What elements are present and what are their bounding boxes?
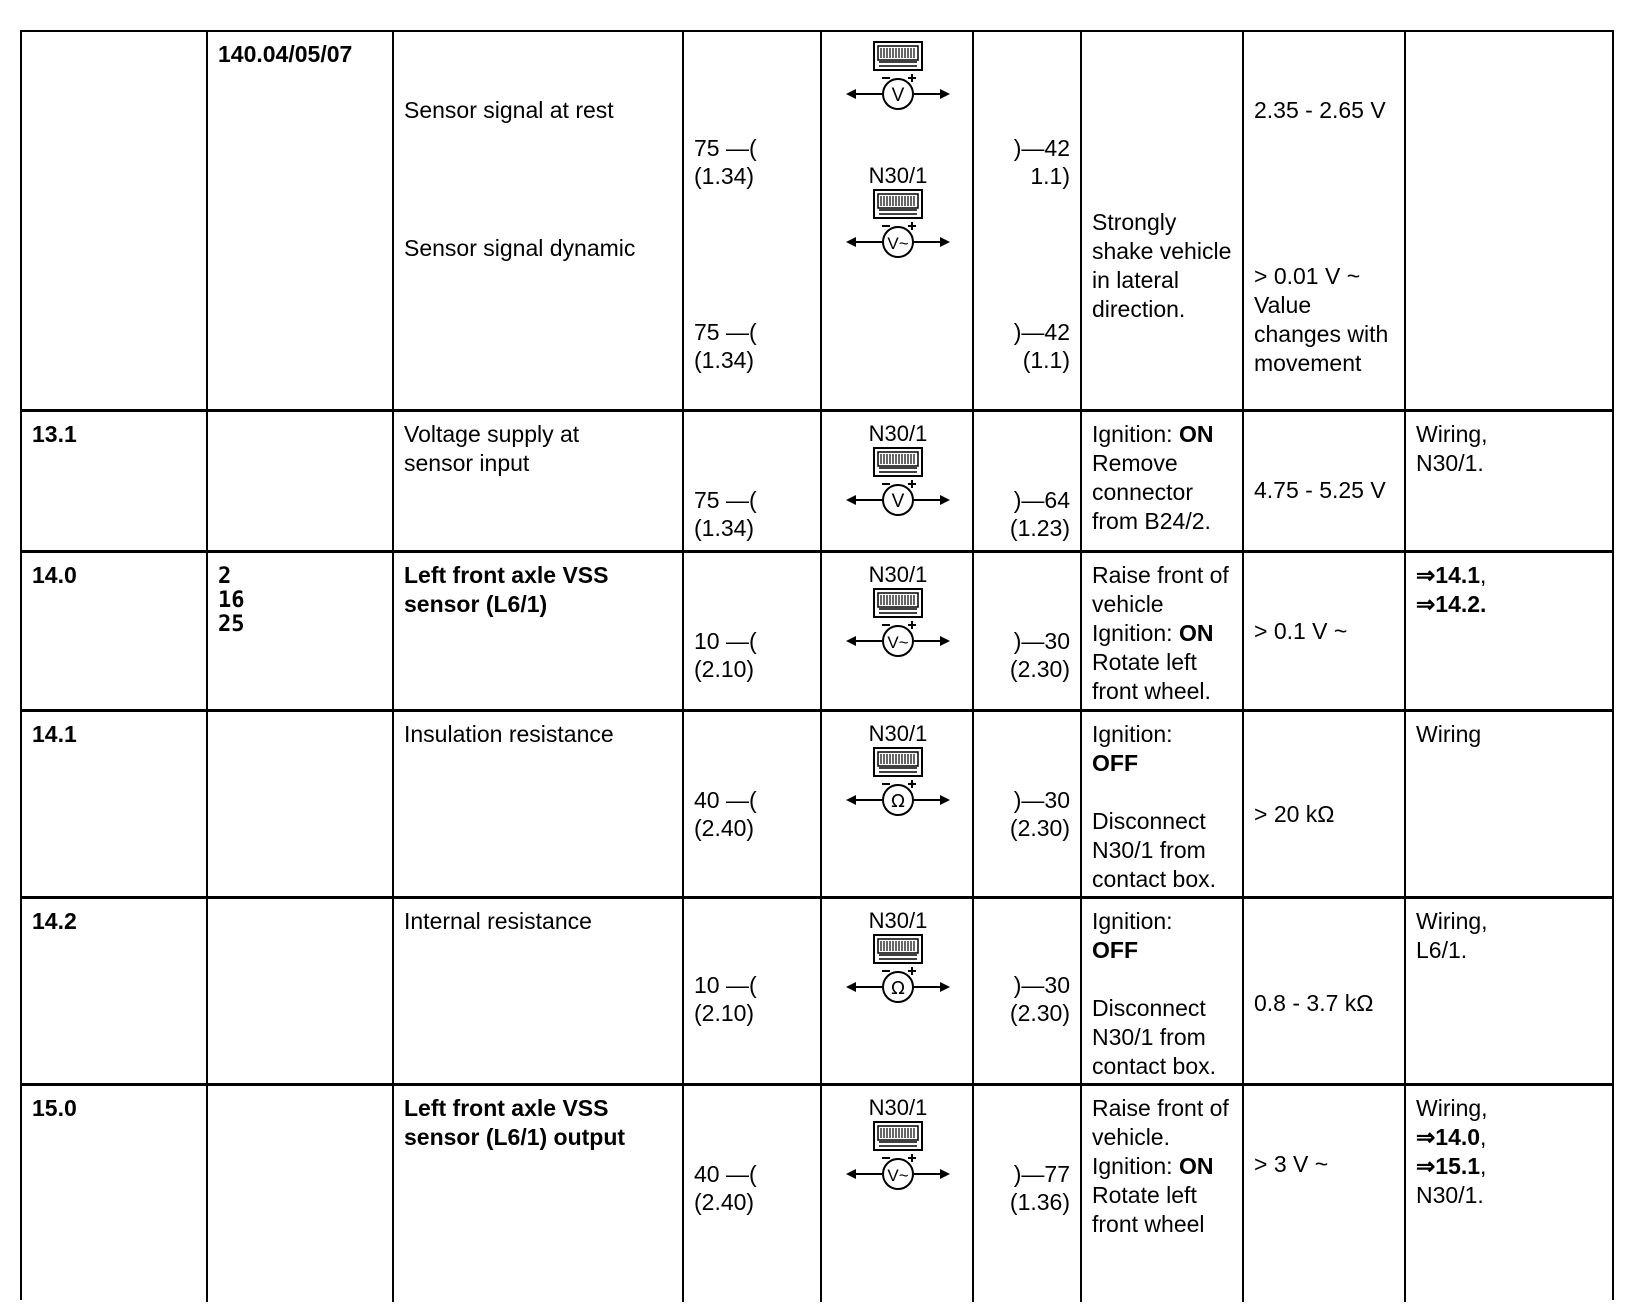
test-step-cell <box>22 32 208 409</box>
remedy-text: ⇒14.1, ⇒14.2. <box>1416 562 1487 617</box>
pin-right-cell <box>974 412 1082 550</box>
table-row <box>22 899 1612 1086</box>
meter-cell <box>822 712 974 896</box>
value-cell <box>1244 1086 1406 1302</box>
lcd-line: 2 <box>218 564 232 589</box>
pin-left: 75 —( <box>694 319 757 345</box>
pin-left-cell <box>684 1086 822 1302</box>
test-label: Internal resistance <box>404 908 592 934</box>
remedy-link[interactable]: ⇒14.1 <box>1416 562 1481 588</box>
pin-left-sub: (1.34) <box>694 515 755 541</box>
table-row <box>22 1086 1612 1302</box>
remedy-text: Wiring, ⇒14.0, ⇒15.1, N30/1. <box>1416 1095 1488 1208</box>
value-rest: 2.35 - 2.65 V <box>1254 97 1386 123</box>
test-step: 13.1 <box>32 421 77 447</box>
test-label: Voltage supply at sensor input <box>404 421 580 476</box>
pin-right: )—64 <box>1013 487 1070 513</box>
svg-text:V~: V~ <box>887 234 909 253</box>
meter-cell <box>822 412 974 550</box>
condition-cell <box>1082 1086 1244 1302</box>
code-cell <box>208 32 394 409</box>
pin-left-cell <box>684 32 822 409</box>
description-cell <box>394 32 684 409</box>
ohmmeter-icon <box>842 933 954 1009</box>
pin-left-sub: (1.34) <box>694 163 755 189</box>
condition-cell <box>1082 32 1244 409</box>
meter-label: N30/1 <box>868 908 928 933</box>
pin-left: 40 —( <box>694 1161 757 1187</box>
description-cell <box>394 899 684 1083</box>
pin-right-sub: (1.23) <box>1009 515 1070 541</box>
meter-cell <box>822 1086 974 1302</box>
diagnostic-table <box>20 30 1614 1300</box>
remedy-link[interactable]: ⇒15.1 <box>1416 1153 1481 1179</box>
value-text: > 0.1 V ~ <box>1254 618 1348 644</box>
ac-voltmeter-icon <box>842 587 954 663</box>
value-cell <box>1244 412 1406 550</box>
meter-label: N30/1 <box>868 421 928 446</box>
pin-right-cell <box>974 899 1082 1083</box>
meter-cell <box>822 553 974 709</box>
code-cell <box>208 412 394 550</box>
table-row <box>22 712 1612 899</box>
value-text: > 3 V ~ <box>1254 1151 1329 1177</box>
pin-right-cell <box>974 553 1082 709</box>
test-step-cell <box>22 1086 208 1302</box>
condition-text: Strongly shake vehicle in lateral direction. <box>1092 209 1232 322</box>
description-cell <box>394 553 684 709</box>
svg-text:Ω: Ω <box>891 978 905 999</box>
value-text: 0.8 - 3.7 kΩ <box>1254 990 1374 1016</box>
test-step-cell <box>22 712 208 896</box>
value-dynamic: > 0.01 V ~ Value changes with movement <box>1254 263 1389 376</box>
condition-text: Raise front of vehicle. Ignition: ON Rotate left front wheel <box>1092 1095 1229 1237</box>
test-step-cell <box>22 899 208 1083</box>
pin-left-sub: (1.34) <box>694 347 755 373</box>
test-step: 14.1 <box>32 721 77 747</box>
pin-right: )—42 <box>1013 319 1070 345</box>
pin-left: 10 —( <box>694 628 757 654</box>
pin-right-sub: 1.1) <box>1030 163 1070 189</box>
pin-right-sub: (2.30) <box>1009 656 1070 682</box>
remedy-cell <box>1406 32 1612 409</box>
value-text: > 20 kΩ <box>1254 801 1335 827</box>
pin-right-sub: (1.36) <box>1009 1189 1070 1215</box>
pin-left: 40 —( <box>694 787 757 813</box>
condition-cell <box>1082 553 1244 709</box>
pin-right: )—30 <box>1013 787 1070 813</box>
ac-voltmeter-icon <box>842 1120 954 1196</box>
test-step-cell <box>22 553 208 709</box>
pin-left-sub: (2.10) <box>694 656 755 682</box>
table-row <box>22 32 1612 412</box>
condition-cell <box>1082 412 1244 550</box>
table-row <box>22 553 1612 712</box>
meter-label: N30/1 <box>868 1095 928 1120</box>
pin-left: 10 —( <box>694 972 757 998</box>
meter-cell <box>822 899 974 1083</box>
condition-text: Ignition: OFF Disconnect N30/1 from contact box. <box>1092 908 1217 1079</box>
remedy-cell <box>1406 712 1612 896</box>
pin-left-cell <box>684 712 822 896</box>
remedy-cell <box>1406 553 1612 709</box>
meter-cell <box>822 32 974 409</box>
meter-label: N30/1 <box>868 562 928 587</box>
pin-right-cell <box>974 1086 1082 1302</box>
svg-text:V~: V~ <box>887 633 909 652</box>
remedy-cell <box>1406 1086 1612 1302</box>
lcd-digits <box>218 565 245 637</box>
value-cell <box>1244 899 1406 1083</box>
ohmmeter-icon <box>842 746 954 822</box>
voltmeter-icon <box>842 446 954 522</box>
condition-text: Raise front of vehicle Ignition: ON Rotate left front wheel. <box>1092 562 1229 704</box>
pin-right-cell <box>974 32 1082 409</box>
value-cell <box>1244 32 1406 409</box>
pin-right: )—30 <box>1013 628 1070 654</box>
code-cell <box>208 553 394 709</box>
remedy-cell <box>1406 412 1612 550</box>
meter-label: N30/1 <box>868 721 928 746</box>
test-label: Insulation resistance <box>404 721 614 747</box>
lcd-line: 25 <box>218 612 245 637</box>
pin-right: )—77 <box>1013 1161 1070 1187</box>
condition-text: Ignition: OFF Disconnect N30/1 from contact box. <box>1092 721 1217 892</box>
test-step: 14.2 <box>32 908 77 934</box>
pin-left-sub: (2.10) <box>694 1000 755 1026</box>
description-cell <box>394 1086 684 1302</box>
pin-left-sub: (2.40) <box>694 815 755 841</box>
description-cell <box>394 712 684 896</box>
pin-left-cell <box>684 412 822 550</box>
pin-left-sub: (2.40) <box>694 1189 755 1215</box>
table-row <box>22 412 1612 553</box>
pin-left-cell <box>684 899 822 1083</box>
test-step-cell <box>22 412 208 550</box>
remedy-text: Wiring <box>1416 721 1482 747</box>
remedy-link[interactable]: ⇒14.0 <box>1416 1124 1481 1150</box>
test-step: 14.0 <box>32 562 77 588</box>
code-cell <box>208 1086 394 1302</box>
remedy-text: Wiring, N30/1. <box>1416 421 1488 476</box>
pin-left-cell <box>684 553 822 709</box>
condition-text: Ignition: ON Remove connector from B24/2. <box>1092 421 1214 534</box>
pin-right-sub: (1.1) <box>1022 347 1070 373</box>
pin-right: )—30 <box>1013 972 1070 998</box>
pin-left: 75 —( <box>694 135 757 161</box>
remedy-cell <box>1406 899 1612 1083</box>
label-dynamic: Sensor signal dynamic <box>404 235 636 261</box>
svg-text:Ω: Ω <box>891 791 905 812</box>
svg-text:V: V <box>891 491 905 512</box>
value-cell <box>1244 712 1406 896</box>
svg-text:V: V <box>891 85 905 106</box>
pin-right: )—42 <box>1013 135 1070 161</box>
code-cell <box>208 712 394 896</box>
lcd-line: 16 <box>218 588 245 613</box>
condition-cell <box>1082 712 1244 896</box>
meter-label: N30/1 <box>868 163 928 188</box>
svg-text:V~: V~ <box>887 1166 909 1185</box>
code-cell <box>208 899 394 1083</box>
ac-voltmeter-icon <box>842 188 954 264</box>
pin-right-sub: (2.30) <box>1009 1000 1070 1026</box>
pin-left: 75 —( <box>694 487 757 513</box>
test-step: 15.0 <box>32 1095 77 1121</box>
condition-cell <box>1082 899 1244 1083</box>
value-cell <box>1244 553 1406 709</box>
description-cell <box>394 412 684 550</box>
remedy-text: Wiring, L6/1. <box>1416 908 1488 963</box>
test-label: Left front axle VSS sensor (L6/1) output <box>404 1095 626 1150</box>
pin-right-cell <box>974 712 1082 896</box>
test-label: Left front axle VSS sensor (L6/1) <box>404 562 609 617</box>
value-text: 4.75 - 5.25 V <box>1254 477 1386 503</box>
pin-right-sub: (2.30) <box>1009 815 1070 841</box>
voltmeter-icon <box>842 40 954 116</box>
remedy-link[interactable]: ⇒14.2. <box>1416 591 1487 617</box>
code-text: 140.04/05/07 <box>218 41 353 67</box>
label-rest: Sensor signal at rest <box>404 97 614 123</box>
